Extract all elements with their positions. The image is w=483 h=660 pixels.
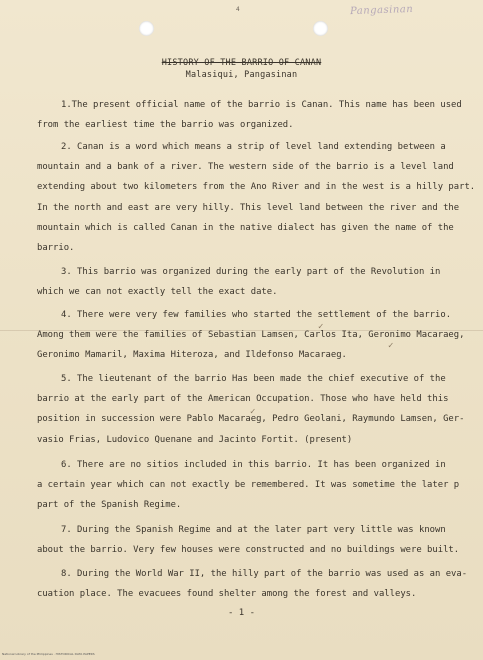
province-stamp: Pangasinan <box>349 3 414 18</box>
text-line: mountain which is called Canan in the native dialect has given the name of the <box>37 222 454 233</box>
title-line-2: Malasiqui, Pangasinan <box>185 70 298 80</box>
paragraph-1 <box>37 95 462 135</box>
pen-check-mark: ✓ <box>318 322 324 332</box>
paragraph-7 <box>37 520 460 560</box>
text-line: 6. There are no sitios included in this barrio. It has been organized in <box>61 460 446 470</box>
text-line: extending about two kilometers from the Ano River and in the west is a hilly part. <box>37 182 476 193</box>
text-line: mountain and a bank of a river. The western side of the barrio is a level land <box>37 162 454 173</box>
paragraph-8 <box>37 564 468 604</box>
pen-check-mark: ✓ <box>388 341 394 351</box>
text-line: which we can not exactly tell the exact date. <box>37 287 278 298</box>
text-line: part of the Spanish Regime. <box>37 500 182 511</box>
text-line: a certain year which can not exactly be remembered. It was sometime the later p <box>37 480 460 491</box>
text-line: barrio at the early part of the American Occupation. Those who have held this <box>37 394 449 405</box>
paragraph-6 <box>37 455 460 516</box>
page-number: - 1 - <box>227 608 256 618</box>
title-line-1: HISTORY OF THE BARRIO OF CANAN <box>161 58 322 68</box>
document-title <box>0 57 483 81</box>
text-line: 1.The present official name of the barrio is Canan. This name has been used <box>61 100 462 110</box>
text-line: vasio Frias, Ludovico Quenane and Jacinto Fortit. (present) <box>37 434 353 445</box>
punch-hole-left <box>139 21 154 36</box>
text-line: position in succession were Pablo Macaraeg, Pedro Geolani, Raymundo Lamsen, Ger- <box>37 414 465 425</box>
text-line: 7. During the Spanish Regime and at the later part very little was known <box>61 525 446 535</box>
paragraph-5 <box>37 369 465 450</box>
text-line: 2. Canan is a word which means a strip of level land extending between a <box>61 142 446 152</box>
pen-check-mark: ✓ <box>250 407 256 417</box>
text-line: 5. The lieutenant of the barrio Has been made the chief executive of the <box>61 374 446 384</box>
text-line: barrio. <box>37 242 75 253</box>
paragraph-4 <box>37 305 465 366</box>
text-line: 8. During the World War II, the hilly part of the barrio was used as an eva- <box>61 569 468 579</box>
text-line: Among them were the families of Sebastian Lamsen, Carlos Ita, Geronimo Macaraeg, <box>37 330 465 341</box>
text-line: Geronimo Mamaril, Maxima Hiteroza, and Ildefonso Macaraeg. <box>37 350 347 361</box>
text-line: from the earliest time the barrio was organized. <box>37 120 294 131</box>
punch-hole-right <box>313 21 328 36</box>
paragraph-2 <box>37 137 476 258</box>
text-line: 3. This barrio was organized during the early part of the Revolution in <box>61 267 441 277</box>
archive-footer: National Library of the Philippines · HISTORICAL DATA PAPERS <box>2 652 95 656</box>
text-line: 4. There were very few families who started the settlement of the barrio. <box>61 310 452 320</box>
paragraph-3 <box>37 262 457 302</box>
text-line: cuation place. The evacuees found shelter among the forest and valleys. <box>37 589 417 600</box>
text-line: In the north and east are very hilly. This level land between the river and the <box>37 202 460 213</box>
text-line: about the barrio. Very few houses were constructed and no buildings were built. <box>37 545 460 556</box>
page-tick-mark: 4 <box>236 6 240 13</box>
